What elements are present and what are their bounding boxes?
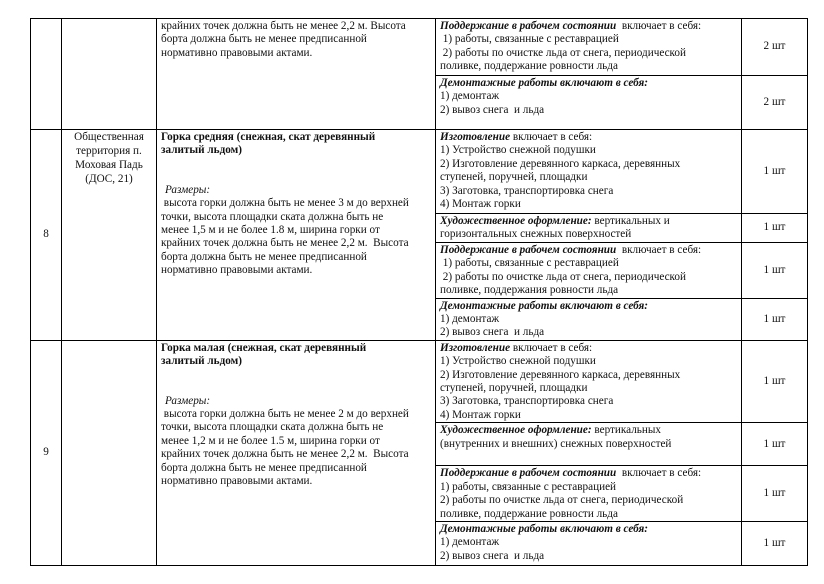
work-line: 1) работы, связанные с реставрацией — [440, 480, 617, 493]
work-title: Демонтажные работы включают в себя: — [440, 299, 648, 312]
work-cell — [436, 243, 742, 299]
description-line: крайних точек должна быть не менее 2,2 м. Высота — [161, 20, 406, 32]
description-line: борта должна быть не менее предписанной — [161, 250, 367, 263]
work-heading — [440, 523, 738, 536]
work-heading — [440, 300, 738, 313]
row-number: 9 — [31, 340, 62, 565]
work-suffix: включает в себя: — [510, 341, 593, 354]
work-line: 1) Устройство снежной подушки — [440, 355, 596, 368]
description-cell — [157, 130, 436, 341]
description-line: высота горки должна быть не менее 3 м до верхней — [161, 197, 409, 210]
sizes-label: Размеры: — [165, 394, 211, 407]
work-title: Демонтажные работы включают в себя: — [440, 522, 648, 535]
work-cell — [436, 423, 742, 466]
location-cell — [62, 130, 157, 341]
work-line: 2) Изготовление деревянного каркаса, деревянных — [440, 368, 681, 381]
quantity-cell: 1 шт — [742, 466, 808, 522]
quantity-cell: 1 шт — [742, 214, 808, 243]
table-row — [31, 340, 808, 422]
work-line: 2) вывоз снега и льда — [440, 549, 545, 562]
description-line: крайних точек должна быть не менее 2,2 м. Высота — [161, 237, 409, 250]
work-line: поливке, поддержание ровности льда — [440, 507, 618, 520]
work-line: 2) Изготовление деревянного каркаса, деревянных — [440, 157, 681, 170]
work-line: поливке, поддержание ровности льда — [440, 60, 618, 73]
description-line: менее 1,2 м и не более 1.5 м, ширина горки от — [161, 434, 380, 447]
slides-table — [30, 18, 808, 566]
work-line: 1) работы, связанные с реставрацией — [440, 257, 619, 270]
description-line: нормативно правовыми актами. — [161, 475, 313, 488]
work-line: 1) демонтаж — [440, 313, 500, 326]
work-cell — [436, 521, 742, 565]
work-line: 2) работы по очистке льда от снега, периодической — [440, 270, 686, 283]
work-heading — [440, 20, 738, 33]
quantity-cell: 1 шт — [742, 298, 808, 340]
work-title: Демонтажные работы включают в себя: — [440, 77, 648, 89]
sizes-label: Размеры: — [165, 183, 211, 196]
work-cell — [436, 340, 742, 422]
work-cell — [436, 76, 742, 130]
work-line: 4) Монтаж горки — [440, 198, 521, 211]
spacer — [161, 158, 432, 184]
description-line: нормативно правовыми актами. — [161, 264, 313, 277]
work-line: поливке, поддержания ровности льда — [440, 284, 619, 297]
number-cell — [31, 19, 62, 130]
slide-name: залитый льдом) — [161, 355, 242, 368]
work-line: 2) работы по очистке льда от снега, периодической — [440, 46, 686, 59]
quantity-cell: 1 шт — [742, 340, 808, 422]
row-number: 8 — [31, 130, 62, 341]
table-row — [31, 130, 808, 214]
work-line: 1) Устройство снежной подушки — [440, 144, 596, 157]
quantity-cell: 2 шт — [742, 76, 808, 130]
work-cell — [436, 298, 742, 340]
quantity-cell: 1 шт — [742, 243, 808, 299]
work-suffix: вертикальных — [591, 424, 662, 437]
description-line: точки, высота площадки ската должна быть не — [161, 421, 384, 434]
work-title: Художественное оформление: — [440, 215, 592, 227]
spacer — [161, 369, 432, 395]
slide-name: Горка малая (снежная, скат деревянный — [161, 341, 367, 354]
work-heading — [440, 77, 738, 90]
location-cell — [62, 340, 157, 565]
work-suffix: включает в себя: — [616, 20, 702, 32]
description-cell — [157, 340, 436, 565]
description-line: борта должна быть не менее предписанной — [161, 33, 367, 46]
work-suffix: включает в себя: — [510, 131, 593, 143]
description-line: высота горки должна быть не менее 2 м до верхней — [161, 408, 409, 421]
work-suffix: вертикальных и — [591, 215, 670, 227]
location-cell — [62, 19, 157, 130]
quantity-cell: 1 шт — [742, 423, 808, 466]
description-cell — [157, 19, 436, 130]
work-line: 2) работы по очистке льда от снега, периодической — [440, 494, 684, 507]
work-cell — [436, 19, 742, 76]
work-cell — [436, 130, 742, 214]
work-line: 1) демонтаж — [440, 90, 500, 103]
work-line: ступеней, поручней, площадки — [440, 382, 588, 395]
work-line: 3) Заготовка, транспортировка снега — [440, 184, 614, 197]
table-row — [31, 19, 808, 76]
work-line: 1) демонтаж — [440, 536, 500, 549]
work-title: Художественное оформление: — [440, 424, 592, 437]
work-title: Изготовление — [440, 341, 511, 354]
work-line: 2) вывоз снега и льда — [440, 103, 545, 116]
work-heading — [440, 215, 738, 228]
location-line: Общественная — [74, 131, 144, 143]
quantity-cell: 1 шт — [742, 521, 808, 565]
work-title: Поддержание в рабочем состоянии — [440, 244, 617, 256]
work-suffix: включает в себя: — [616, 244, 702, 256]
description-line: точки, высота площадки ската должна быть не — [161, 210, 384, 223]
work-title: Изготовление — [440, 131, 511, 143]
location-line: Моховая Падь — [75, 159, 143, 171]
location-line: территория п. — [76, 145, 142, 157]
description-line: борта должна быть не менее предписанной — [161, 461, 367, 474]
description-line: крайних точек должна быть не менее 2,2 м. Высота — [161, 448, 409, 461]
slide-name: залитый льдом) — [161, 144, 242, 157]
work-line: 2) вывоз снега и льда — [440, 326, 545, 339]
work-cell — [436, 214, 742, 243]
work-line: 1) работы, связанные с реставрацией — [440, 33, 619, 46]
location-line: (ДОС, 21) — [85, 173, 133, 185]
quantity-cell: 2 шт — [742, 19, 808, 76]
description-line: менее 1,5 м и не более 1.8 м, ширина горки от — [161, 224, 380, 237]
work-title: Поддержание в рабочем состоянии — [440, 20, 617, 32]
work-line: горизонтальных снежных поверхностей — [440, 228, 632, 241]
work-heading — [440, 342, 738, 355]
slide-name: Горка средняя (снежная, скат деревянный — [161, 131, 376, 143]
work-heading — [440, 244, 738, 257]
work-line: (внутренних и внешних) снежных поверхностей — [440, 437, 672, 450]
work-line: ступеней, поручней, площадки — [440, 171, 588, 184]
work-heading — [440, 424, 738, 437]
work-heading — [440, 467, 738, 480]
work-title: Поддержание в рабочем состоянии — [440, 467, 617, 480]
work-heading — [440, 131, 738, 144]
quantity-cell: 1 шт — [742, 130, 808, 214]
work-line: 3) Заготовка, транспортировка снега — [440, 395, 614, 408]
work-line: 4) Монтаж горки — [440, 408, 521, 421]
description-line: нормативно правовыми актами. — [161, 46, 313, 59]
work-suffix: включает в себя: — [616, 467, 702, 480]
work-cell — [436, 466, 742, 522]
